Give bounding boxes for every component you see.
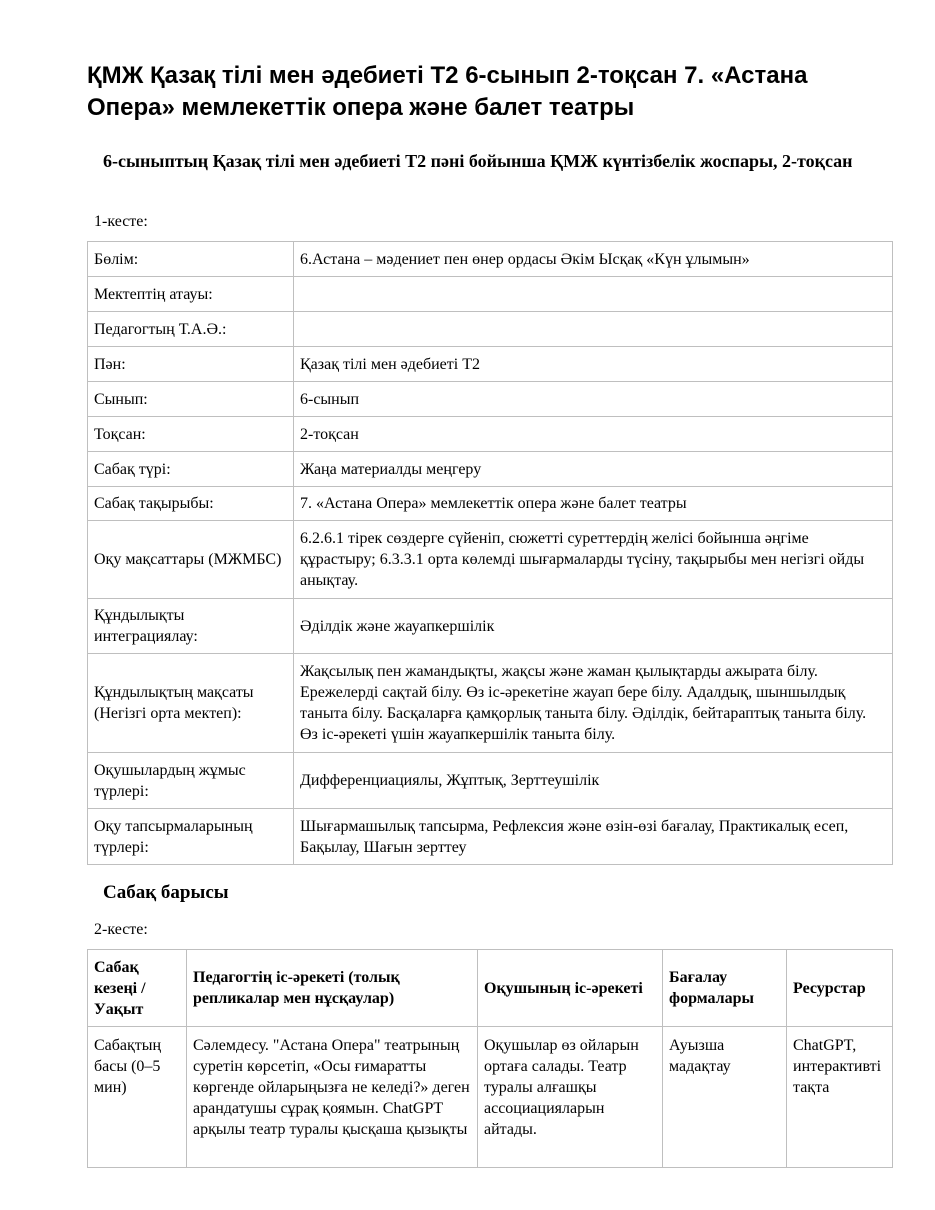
info-label: Педагогтың Т.А.Ә.: (88, 312, 294, 347)
info-value (294, 277, 893, 312)
info-label: Мектептің атауы: (88, 277, 294, 312)
info-value: 6-сынып (294, 382, 893, 417)
header-student-activity: Оқушының іс-әрекеті (478, 950, 663, 1027)
section-title: Сабақ барысы (103, 882, 229, 903)
table-row (88, 487, 893, 521)
info-value: Дифференциациялы, Жұптық, Зерттеушілік (294, 753, 893, 809)
info-label: Оқу мақсаттары (МЖМБС) (88, 521, 294, 599)
table-row (88, 277, 893, 312)
info-value: 6.2.6.1 тірек сөздерге сүйеніп, сюжетті суреттердің желісі бойынша әңгіме құрастыру; 6.3.3.1 орта көлемді шығармаларды түсіну, тақырыбы мен негізгі ойды анықтау. (294, 521, 893, 599)
table1-caption: 1-кесте: (94, 213, 148, 230)
cell-resources: ChatGPT, интерактивті тақта (787, 1027, 893, 1168)
table-row (88, 452, 893, 487)
info-value (294, 312, 893, 347)
info-label: Оқушылардың жұмыс түрлері: (88, 753, 294, 809)
lesson-flow-table (87, 949, 893, 1168)
info-label: Сабақ түрі: (88, 452, 294, 487)
info-label: Бөлім: (88, 242, 294, 277)
table-row (88, 599, 893, 654)
info-label: Пән: (88, 347, 294, 382)
header-assessment: Бағалау формалары (663, 950, 787, 1027)
table-header-row (88, 950, 893, 1027)
info-value: 2-тоқсан (294, 417, 893, 452)
table-row (88, 809, 893, 865)
info-label: Құндылықты интеграциялау: (88, 599, 294, 654)
table-row (88, 654, 893, 753)
cell-teacher-activity: Сәлемдесу. "Астана Опера" театрының суретін көрсетіп, «Осы ғимаратты көргенде ойларыңызға не келеді?» деген арандатушы сұрақ қоямын. ChatGPT арқылы театр туралы қысқаша қызықты (187, 1027, 478, 1168)
info-value: Жаңа материалды меңгеру (294, 452, 893, 487)
info-label: Тоқсан: (88, 417, 294, 452)
info-value: 6.Астана – мәдениет пен өнер ордасы Әкім Ысқақ «Күн ұлымын» (294, 242, 893, 277)
document-title: ҚМЖ Қазақ тілі мен әдебиеті Т2 6-сынып 2-тоқсан 7. «Астана Опера» мемлекеттік опера және балет театры (87, 62, 808, 121)
cell-stage: Сабақтың басы (0–5 мин) (88, 1027, 187, 1168)
header-stage: Сабақ кезеңі / Уақыт (88, 950, 187, 1027)
header-resources: Ресурстар (787, 950, 893, 1027)
info-value: 7. «Астана Опера» мемлекеттік опера және балет театры (294, 487, 893, 521)
table-row (88, 1027, 893, 1168)
table2-caption: 2-кесте: (94, 921, 148, 938)
info-value: Жақсылық пен жамандықты, жақсы және жаман қылықтарды ажырата білу. Ережелерді сақтай білу. Өз іс-әрекетіне жауап бере білу. Адалдық, шыншылдық таныта білу. Басқаларға қамқорлық таныта білу. Әділдік, бейтараптық таныта білу. Өз іс-әрекеті үшін жауапкершілік таныта білу. (294, 654, 893, 753)
cell-student-activity: Оқушылар өз ойларын ортаға салады. Театр туралы алғашқы ассоциацияларын айтады. (478, 1027, 663, 1168)
header-teacher-activity: Педагогтің іс-әрекеті (толық репликалар мен нұсқаулар) (187, 950, 478, 1027)
info-label: Құндылықтың мақсаты (Негізгі орта мектеп): (88, 654, 294, 753)
table-row (88, 242, 893, 277)
table-row (88, 753, 893, 809)
table-row (88, 521, 893, 599)
table-row (88, 347, 893, 382)
info-value: Әділдік және жауапкершілік (294, 599, 893, 654)
cell-assessment: Ауызша мадақтау (663, 1027, 787, 1168)
lesson-info-table (87, 241, 893, 865)
info-label: Оқу тапсырмаларының түрлері: (88, 809, 294, 865)
info-label: Сабақ тақырыбы: (88, 487, 294, 521)
table-row (88, 417, 893, 452)
info-label: Сынып: (88, 382, 294, 417)
table-row (88, 382, 893, 417)
info-value: Қазақ тілі мен әдебиеті Т2 (294, 347, 893, 382)
info-value: Шығармашылық тапсырма, Рефлексия және өзін-өзі бағалау, Практикалық есеп, Бақылау, Шағын зерттеу (294, 809, 893, 865)
table-row (88, 312, 893, 347)
document-subtitle: 6-сыныптың Қазақ тілі мен әдебиеті Т2 пәні бойынша ҚМЖ күнтізбелік жоспары, 2-тоқсан (103, 151, 853, 171)
